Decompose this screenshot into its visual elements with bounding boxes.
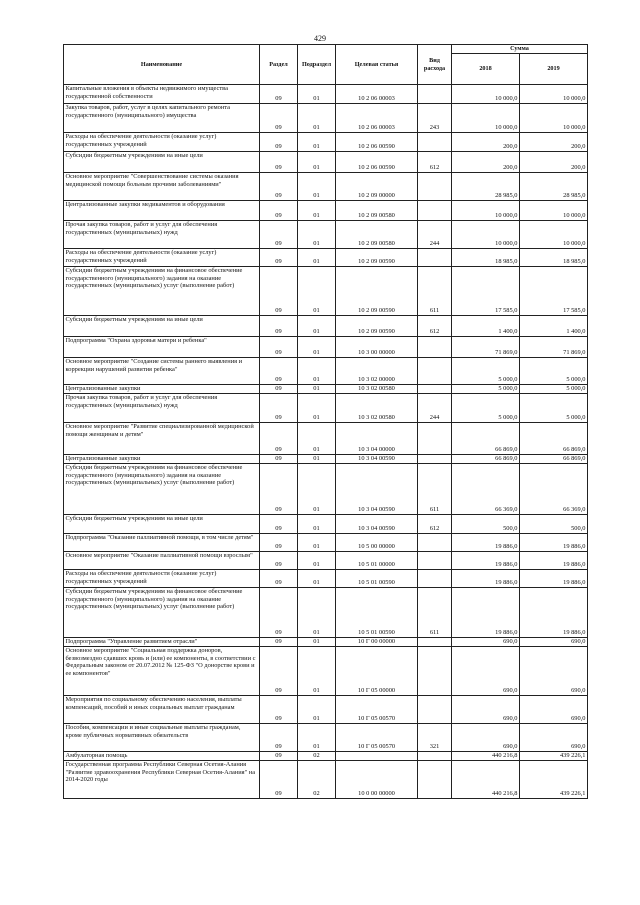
row-target: 10 3 00 00000: [336, 337, 418, 358]
row-name: Прочая закупка товаров, работ и услуг для обеспечения государственных (муниципальных) нужд: [64, 221, 260, 249]
row-podrazdel: 01: [298, 385, 336, 394]
row-name: Капитальные вложения в объекты недвижимого имущества государственной собственности: [64, 85, 260, 104]
row-sum-2019: 200,0: [520, 133, 588, 152]
row-podrazdel: 01: [298, 316, 336, 337]
row-razdel: 09: [260, 588, 298, 638]
header-podrazdel: Подраздел: [298, 45, 336, 85]
table-row: [64, 588, 588, 638]
row-vid: [418, 752, 452, 761]
row-podrazdel: 01: [298, 133, 336, 152]
row-razdel: 09: [260, 221, 298, 249]
row-name: Расходы на обеспечение деятельности (оказание услуг) государственных учреждений: [64, 249, 260, 267]
table-row: [64, 249, 588, 267]
row-razdel: 09: [260, 455, 298, 464]
table-row: [64, 423, 588, 455]
row-target: 10 2 09 00590: [336, 267, 418, 316]
row-sum-2018: 200,0: [452, 152, 520, 173]
row-sum-2019: 690,0: [520, 647, 588, 696]
header-name: Наименование: [64, 45, 260, 85]
row-sum-2019: 10 000,0: [520, 201, 588, 221]
row-name: Прочая закупка товаров, работ и услуг для обеспечения государственных (муниципальных) нужд: [64, 394, 260, 423]
row-name: Субсидии бюджетным учреждениям на иные цели: [64, 152, 260, 173]
row-sum-2019: 439 226,1: [520, 761, 588, 799]
row-podrazdel: 01: [298, 552, 336, 570]
row-podrazdel: 02: [298, 752, 336, 761]
row-vid: [418, 570, 452, 588]
row-target: 10 2 06 00003: [336, 85, 418, 104]
row-target: 10 3 02 00000: [336, 358, 418, 385]
row-target: 10 5 01 00590: [336, 588, 418, 638]
row-sum-2019: 19 886,0: [520, 588, 588, 638]
row-vid: [418, 85, 452, 104]
row-vid: [418, 133, 452, 152]
row-sum-2018: 500,0: [452, 515, 520, 534]
row-vid: 612: [418, 316, 452, 337]
row-vid: [418, 638, 452, 647]
row-podrazdel: 01: [298, 104, 336, 133]
row-target: 10 5 01 00590: [336, 570, 418, 588]
row-podrazdel: 01: [298, 85, 336, 104]
table-row: [64, 534, 588, 552]
row-podrazdel: 01: [298, 201, 336, 221]
table-row: [64, 647, 588, 696]
header-vid: Вид расхода: [418, 45, 452, 85]
table-row: [64, 394, 588, 423]
header-target: Целевая статья: [336, 45, 418, 85]
row-sum-2018: 5 000,0: [452, 394, 520, 423]
row-sum-2019: 66 369,0: [520, 464, 588, 515]
row-razdel: 09: [260, 761, 298, 799]
row-target: 10 Г 00 00000: [336, 638, 418, 647]
table-body: [64, 85, 588, 799]
row-target: 10 Г 05 00000: [336, 647, 418, 696]
row-sum-2018: 690,0: [452, 696, 520, 724]
row-sum-2018: 17 585,0: [452, 267, 520, 316]
row-podrazdel: 01: [298, 173, 336, 201]
row-podrazdel: 01: [298, 464, 336, 515]
row-vid: 243: [418, 104, 452, 133]
row-sum-2018: 19 886,0: [452, 552, 520, 570]
row-name: Основное мероприятие "Социальная поддержка доноров, безвозмездно сдавших кровь и (или) ее компоненты, в соответствии с Федеральным законом от 20.07.2012 № 125-ФЗ "О донорстве крови и ее компонентов": [64, 647, 260, 696]
row-podrazdel: 01: [298, 534, 336, 552]
row-name: Основное мероприятие "Совершенствование системы оказания медицинской помощи больным прочими заболеваниями": [64, 173, 260, 201]
row-razdel: 09: [260, 133, 298, 152]
row-vid: [418, 455, 452, 464]
row-sum-2018: 10 000,0: [452, 201, 520, 221]
row-sum-2018: 5 000,0: [452, 385, 520, 394]
row-vid: [418, 385, 452, 394]
row-sum-2018: 10 000,0: [452, 221, 520, 249]
row-name: Расходы на обеспечение деятельности (оказание услуг) государственных учреждений: [64, 570, 260, 588]
row-target: 10 2 09 00590: [336, 316, 418, 337]
row-vid: [418, 337, 452, 358]
row-razdel: 09: [260, 394, 298, 423]
row-name: Субсидии бюджетным учреждениям на иные цели: [64, 515, 260, 534]
row-sum-2019: 690,0: [520, 724, 588, 752]
row-sum-2019: 17 585,0: [520, 267, 588, 316]
row-target: 10 2 06 00590: [336, 133, 418, 152]
row-name: Субсидии бюджетным учреждениям на финансовое обеспечение государственного (муниципального) задания на оказание государственных (муниципальных) услуг (выполнение работ): [64, 588, 260, 638]
row-podrazdel: 01: [298, 423, 336, 455]
row-sum-2019: 5 000,0: [520, 394, 588, 423]
row-name: Субсидии бюджетным учреждениям на финансовое обеспечение государственного (муниципального) задания на оказание государственных (муниципальных) услуг (выполнение работ): [64, 464, 260, 515]
row-target: 10 2 09 00580: [336, 201, 418, 221]
row-podrazdel: 01: [298, 570, 336, 588]
table-row: [64, 724, 588, 752]
row-sum-2019: 18 985,0: [520, 249, 588, 267]
row-target: 10 5 01 00000: [336, 552, 418, 570]
row-target: 10 2 09 00590: [336, 249, 418, 267]
row-target: 10 Г 05 00570: [336, 696, 418, 724]
row-name: Централизованные закупки медикаментов и оборудования: [64, 201, 260, 221]
header-razdel: Раздел: [260, 45, 298, 85]
row-sum-2018: 19 886,0: [452, 534, 520, 552]
row-sum-2019: 19 886,0: [520, 552, 588, 570]
row-sum-2018: 18 985,0: [452, 249, 520, 267]
row-razdel: 09: [260, 752, 298, 761]
table-row: [64, 85, 588, 104]
row-name: Пособия, компенсации и иные социальные выплаты гражданам, кроме публичных нормативных обязательств: [64, 724, 260, 752]
row-podrazdel: 01: [298, 221, 336, 249]
table-row: [64, 267, 588, 316]
page-number: 429: [314, 34, 326, 43]
row-razdel: 09: [260, 515, 298, 534]
table-row: [64, 761, 588, 799]
row-razdel: 09: [260, 423, 298, 455]
row-podrazdel: 01: [298, 588, 336, 638]
row-sum-2019: 1 400,0: [520, 316, 588, 337]
row-name: Мероприятия по социальному обеспечению населения, выплаты компенсаций, пособий и иных социальных выплат гражданам: [64, 696, 260, 724]
row-razdel: 09: [260, 552, 298, 570]
row-target: 10 3 04 00590: [336, 464, 418, 515]
row-name: Подпрограмма "Управление развитием отрасли": [64, 638, 260, 647]
row-target: 10 2 06 00003: [336, 104, 418, 133]
table-row: [64, 133, 588, 152]
row-sum-2018: 10 000,0: [452, 104, 520, 133]
row-vid: 244: [418, 221, 452, 249]
table-row: [64, 552, 588, 570]
row-vid: 612: [418, 515, 452, 534]
row-name: Основное мероприятие "Создание системы раннего выявления и коррекции нарушений развития ребенка": [64, 358, 260, 385]
row-podrazdel: 01: [298, 394, 336, 423]
row-razdel: 09: [260, 173, 298, 201]
table-row: [64, 385, 588, 394]
row-name: Централизованные закупки: [64, 455, 260, 464]
row-name: Подпрограмма "Охрана здоровья матери и ребенка": [64, 337, 260, 358]
row-sum-2018: 440 216,8: [452, 752, 520, 761]
row-podrazdel: 01: [298, 249, 336, 267]
row-name: Закупка товаров, работ, услуг в целях капитального ремонта государственного (муниципального) имущества: [64, 104, 260, 133]
row-target: 10 2 09 00580: [336, 221, 418, 249]
row-razdel: 09: [260, 249, 298, 267]
row-sum-2018: 200,0: [452, 133, 520, 152]
row-sum-2018: 66 869,0: [452, 455, 520, 464]
row-sum-2019: 10 000,0: [520, 85, 588, 104]
row-name: Государственная программа Республики Северная Осетия-Алания "Развитие здравоохранения Республики Северная Осетия-Алания" на 2014-2020 годы: [64, 761, 260, 799]
row-razdel: 09: [260, 85, 298, 104]
row-razdel: 09: [260, 464, 298, 515]
row-razdel: 09: [260, 534, 298, 552]
row-target: 10 3 04 00590: [336, 455, 418, 464]
row-name: Основное мероприятие "Развитие специализированной медицинской помощи женщинам и детям": [64, 423, 260, 455]
row-target: 10 3 04 00000: [336, 423, 418, 455]
table-row: [64, 201, 588, 221]
table-row: [64, 455, 588, 464]
row-target: [336, 752, 418, 761]
row-podrazdel: 01: [298, 358, 336, 385]
row-target: 10 3 02 00580: [336, 385, 418, 394]
row-sum-2018: 440 216,8: [452, 761, 520, 799]
row-vid: [418, 358, 452, 385]
row-sum-2018: 10 000,0: [452, 85, 520, 104]
table-row: [64, 221, 588, 249]
row-vid: 244: [418, 394, 452, 423]
row-razdel: 09: [260, 104, 298, 133]
row-vid: [418, 201, 452, 221]
row-vid: [418, 761, 452, 799]
row-vid: [418, 249, 452, 267]
row-target: 10 2 06 00590: [336, 152, 418, 173]
row-sum-2018: 71 869,0: [452, 337, 520, 358]
row-sum-2019: 28 985,0: [520, 173, 588, 201]
row-sum-2018: 690,0: [452, 638, 520, 647]
row-vid: 321: [418, 724, 452, 752]
row-sum-2019: 19 886,0: [520, 570, 588, 588]
row-target: 10 Г 05 00570: [336, 724, 418, 752]
row-razdel: 09: [260, 647, 298, 696]
row-podrazdel: 02: [298, 761, 336, 799]
table-row: [64, 104, 588, 133]
row-razdel: 09: [260, 337, 298, 358]
row-sum-2019: 10 000,0: [520, 104, 588, 133]
row-sum-2018: 690,0: [452, 647, 520, 696]
table-row: [64, 464, 588, 515]
row-sum-2018: 66 369,0: [452, 464, 520, 515]
row-vid: [418, 173, 452, 201]
row-sum-2018: 28 985,0: [452, 173, 520, 201]
row-vid: [418, 534, 452, 552]
row-sum-2019: 66 869,0: [520, 423, 588, 455]
row-podrazdel: 01: [298, 515, 336, 534]
row-target: 10 5 00 00000: [336, 534, 418, 552]
budget-table: [63, 44, 588, 799]
row-name: Амбулаторная помощь: [64, 752, 260, 761]
row-podrazdel: 01: [298, 455, 336, 464]
row-target: 10 3 02 00580: [336, 394, 418, 423]
row-sum-2019: 690,0: [520, 638, 588, 647]
row-razdel: 09: [260, 316, 298, 337]
row-name: Централизованные закупки: [64, 385, 260, 394]
row-sum-2019: 19 886,0: [520, 534, 588, 552]
row-sum-2019: 200,0: [520, 152, 588, 173]
row-sum-2019: 5 000,0: [520, 385, 588, 394]
row-sum-2018: 1 400,0: [452, 316, 520, 337]
row-target: 10 0 00 00000: [336, 761, 418, 799]
table-row: [64, 358, 588, 385]
row-vid: [418, 696, 452, 724]
row-target: 10 2 09 00000: [336, 173, 418, 201]
table-row: [64, 337, 588, 358]
table-row: [64, 570, 588, 588]
row-name: Подпрограмма "Оказание паллиативной помощи, в том числе детям": [64, 534, 260, 552]
row-razdel: 09: [260, 638, 298, 647]
row-vid: 612: [418, 152, 452, 173]
row-name: Субсидии бюджетным учреждениям на финансовое обеспечение государственного (муниципального) задания на оказание государственных (муниципальных) услуг (выполнение работ): [64, 267, 260, 316]
row-razdel: 09: [260, 696, 298, 724]
row-sum-2019: 66 869,0: [520, 455, 588, 464]
row-vid: [418, 423, 452, 455]
table-row: [64, 316, 588, 337]
row-sum-2019: 439 226,1: [520, 752, 588, 761]
row-vid: 611: [418, 588, 452, 638]
row-podrazdel: 01: [298, 647, 336, 696]
row-vid: 611: [418, 267, 452, 316]
header-2019: 2019: [520, 54, 588, 85]
row-target: 10 3 04 00590: [336, 515, 418, 534]
row-sum-2019: 5 000,0: [520, 358, 588, 385]
row-sum-2018: 66 869,0: [452, 423, 520, 455]
row-sum-2018: 19 886,0: [452, 570, 520, 588]
row-sum-2019: 10 000,0: [520, 221, 588, 249]
header-2018: 2018: [452, 54, 520, 85]
row-name: Основное мероприятие "Оказание паллиативной помощи взрослым": [64, 552, 260, 570]
row-podrazdel: 01: [298, 337, 336, 358]
row-razdel: 09: [260, 358, 298, 385]
row-razdel: 09: [260, 152, 298, 173]
table-row: [64, 638, 588, 647]
table-row: [64, 752, 588, 761]
row-sum-2019: 71 869,0: [520, 337, 588, 358]
row-podrazdel: 01: [298, 724, 336, 752]
row-razdel: 09: [260, 385, 298, 394]
row-name: Расходы на обеспечение деятельности (оказание услуг) государственных учреждений: [64, 133, 260, 152]
row-vid: [418, 552, 452, 570]
row-sum-2018: 19 886,0: [452, 588, 520, 638]
row-name: Субсидии бюджетным учреждениям на иные цели: [64, 316, 260, 337]
row-sum-2018: 5 000,0: [452, 358, 520, 385]
row-podrazdel: 01: [298, 152, 336, 173]
row-razdel: 09: [260, 201, 298, 221]
row-razdel: 09: [260, 724, 298, 752]
row-razdel: 09: [260, 570, 298, 588]
row-sum-2019: 500,0: [520, 515, 588, 534]
table-row: [64, 515, 588, 534]
row-podrazdel: 01: [298, 638, 336, 647]
row-sum-2018: 690,0: [452, 724, 520, 752]
table-row: [64, 696, 588, 724]
row-sum-2019: 690,0: [520, 696, 588, 724]
row-podrazdel: 01: [298, 696, 336, 724]
row-podrazdel: 01: [298, 267, 336, 316]
row-razdel: 09: [260, 267, 298, 316]
table-row: [64, 173, 588, 201]
header-sum: Сумма: [452, 45, 588, 54]
table-row: [64, 152, 588, 173]
row-vid: 611: [418, 464, 452, 515]
row-vid: [418, 647, 452, 696]
